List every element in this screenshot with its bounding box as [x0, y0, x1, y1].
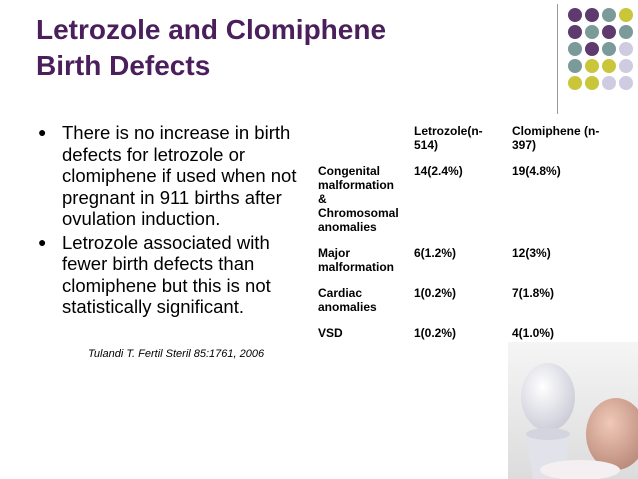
- bullet-item: [38, 232, 308, 318]
- bullet-icon: ●: [38, 233, 47, 250]
- dot-icon: [585, 76, 599, 90]
- bullet-text: Letrozole associated with fewer birth defects than clomiphene but this is not statistically significant.: [62, 231, 271, 317]
- bullet-icon: ●: [38, 124, 47, 140]
- table-cell: 1(0.2%): [414, 326, 457, 340]
- decorative-divider: [557, 4, 558, 114]
- dot-icon: [619, 59, 633, 73]
- table-cell: VSD: [318, 326, 343, 340]
- table-row: [312, 280, 616, 320]
- table-cell: 6(1.2%): [414, 246, 457, 260]
- table-header-cell: Clomiphene (n-397): [512, 124, 600, 152]
- dot-icon: [585, 42, 599, 56]
- slide-title: [36, 12, 536, 84]
- dot-icon: [585, 59, 599, 73]
- dot-icon: [585, 25, 599, 39]
- dot-icon: [602, 8, 616, 22]
- dot-icon: [602, 42, 616, 56]
- dot-icon: [619, 42, 633, 56]
- bullet-list: [38, 122, 308, 320]
- bullet-item: [38, 122, 308, 230]
- egg-photo: [508, 342, 638, 479]
- table-cell: Congenital malformation & Chromosomal anomalies: [318, 164, 399, 234]
- table-cell: Major malformation: [318, 246, 395, 274]
- table-cell: 14(2.4%): [414, 164, 463, 178]
- dot-icon: [568, 42, 582, 56]
- table-header-cell: [312, 118, 408, 158]
- dot-icon: [619, 25, 633, 39]
- dot-icon: [602, 25, 616, 39]
- dot-icon: [568, 8, 582, 22]
- table-row: [312, 320, 616, 346]
- dot-icon: [568, 25, 582, 39]
- table-cell: 7(1.8%): [512, 286, 555, 300]
- slide-title-line1: Letrozole and Clomiphene: [36, 14, 387, 45]
- dot-icon: [602, 59, 616, 73]
- table-header-cell: Letrozole(n-514): [414, 124, 483, 152]
- dot-icon: [568, 59, 582, 73]
- dot-icon: [568, 76, 582, 90]
- table-cell: Cardiac anomalies: [318, 286, 377, 314]
- slide-title-line2: Birth Defects: [36, 50, 211, 81]
- bullet-text: There is no increase in birth defects for letrozole or clomiphene if used when not pregnant in 911 births after ovulation induction.: [62, 122, 297, 229]
- table-cell: 4(1.0%): [512, 326, 555, 340]
- table-header-row: [312, 118, 616, 158]
- dot-icon: [585, 8, 599, 22]
- citation: Tulandi T. Fertil Steril 85:1761, 2006: [88, 348, 265, 360]
- dot-icon: [619, 76, 633, 90]
- egg-illustration: [508, 342, 638, 479]
- table-cell: 19(4.8%): [512, 164, 561, 178]
- birth-defects-table: [312, 118, 616, 346]
- dot-icon: [602, 76, 616, 90]
- table-cell: 1(0.2%): [414, 286, 457, 300]
- table-cell: 12(3%): [512, 246, 551, 260]
- dot-icon: [619, 8, 633, 22]
- table-row: [312, 158, 616, 240]
- table-row: [312, 240, 616, 280]
